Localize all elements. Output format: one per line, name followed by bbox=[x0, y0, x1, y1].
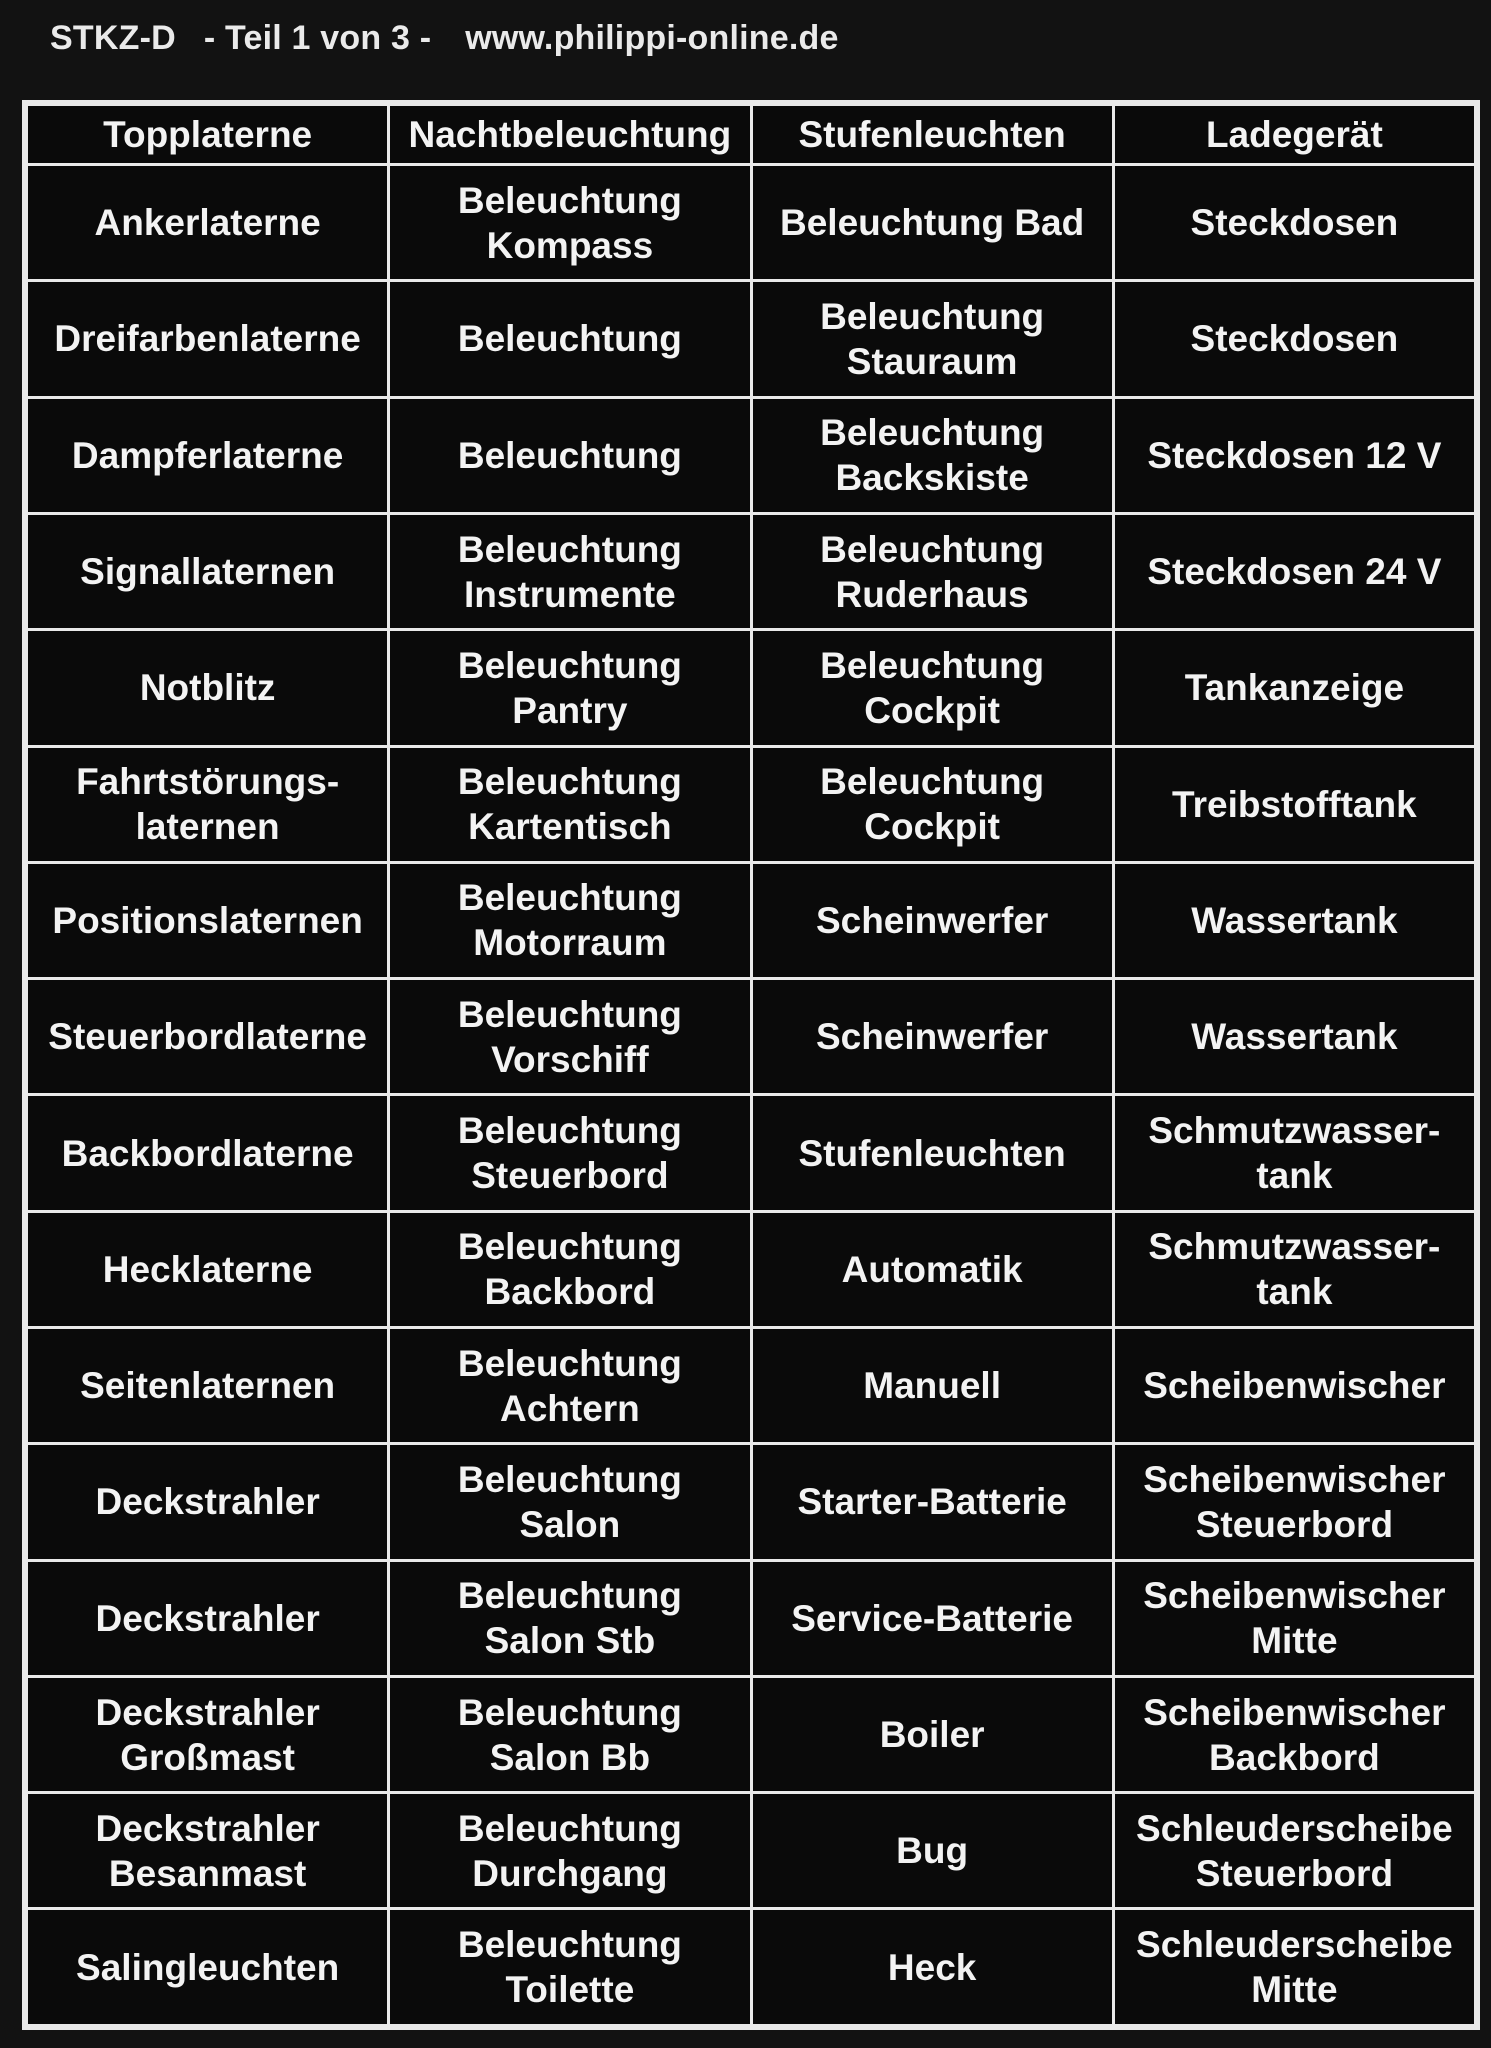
label-row bbox=[27, 1676, 1476, 1792]
label-row bbox=[27, 1095, 1476, 1211]
label-cell: Bug bbox=[751, 1793, 1113, 1909]
label-cell: Scheibenwischer Steuerbord bbox=[1113, 1444, 1475, 1560]
product-code: STKZ-D bbox=[50, 18, 176, 57]
label-cell: Beleuchtung bbox=[389, 397, 751, 513]
label-cell: Topplaterne bbox=[27, 105, 389, 165]
label-cell: Stufenleuchten bbox=[751, 105, 1113, 165]
label-cell: Signallaternen bbox=[27, 513, 389, 629]
label-row bbox=[27, 630, 1476, 746]
label-row bbox=[27, 746, 1476, 862]
label-cell: Beleuchtung Cockpit bbox=[751, 630, 1113, 746]
label-cell: Positionslaternen bbox=[27, 862, 389, 978]
label-cell: Dampferlaterne bbox=[27, 397, 389, 513]
label-grid bbox=[22, 100, 1480, 2030]
label-cell: Beleuchtung Salon bbox=[389, 1444, 751, 1560]
label-cell: Manuell bbox=[751, 1328, 1113, 1444]
label-cell: Stufenleuchten bbox=[751, 1095, 1113, 1211]
label-row bbox=[27, 1909, 1476, 2026]
label-cell: Beleuchtung Salon Bb bbox=[389, 1676, 751, 1792]
label-cell: Beleuchtung Motorraum bbox=[389, 862, 751, 978]
label-cell: Beleuchtung Achtern bbox=[389, 1328, 751, 1444]
label-table bbox=[25, 103, 1477, 2027]
label-cell: Scheinwerfer bbox=[751, 979, 1113, 1095]
label-row bbox=[27, 105, 1476, 165]
label-row bbox=[27, 165, 1476, 281]
label-cell: Schmutzwasser- tank bbox=[1113, 1211, 1475, 1327]
label-cell: Schleuderscheibe Mitte bbox=[1113, 1909, 1475, 2026]
label-cell: Beleuchtung Stauraum bbox=[751, 281, 1113, 397]
label-cell: Tankanzeige bbox=[1113, 630, 1475, 746]
label-cell: Steckdosen 24 V bbox=[1113, 513, 1475, 629]
label-cell: Beleuchtung Cockpit bbox=[751, 746, 1113, 862]
label-cell: Deckstrahler bbox=[27, 1560, 389, 1676]
label-cell: Heck bbox=[751, 1909, 1113, 2026]
label-cell: Dreifarbenlaterne bbox=[27, 281, 389, 397]
label-cell: Schleuderscheibe Steuerbord bbox=[1113, 1793, 1475, 1909]
label-row bbox=[27, 979, 1476, 1095]
label-cell: Beleuchtung Salon Stb bbox=[389, 1560, 751, 1676]
part-indicator: - Teil 1 von 3 - bbox=[203, 18, 432, 57]
label-cell: Deckstrahler Großmast bbox=[27, 1676, 389, 1792]
label-row bbox=[27, 281, 1476, 397]
label-cell: Beleuchtung Kompass bbox=[389, 165, 751, 281]
sheet-header bbox=[50, 8, 839, 68]
label-cell: Beleuchtung Toilette bbox=[389, 1909, 751, 2026]
label-cell: Notblitz bbox=[27, 630, 389, 746]
label-row bbox=[27, 1793, 1476, 1909]
label-cell: Steckdosen 12 V bbox=[1113, 397, 1475, 513]
label-cell: Beleuchtung Steuerbord bbox=[389, 1095, 751, 1211]
website-url: www.philippi-online.de bbox=[465, 18, 839, 57]
label-table-body bbox=[27, 105, 1476, 2026]
label-cell: Deckstrahler bbox=[27, 1444, 389, 1560]
label-cell: Ankerlaterne bbox=[27, 165, 389, 281]
label-cell: Beleuchtung Pantry bbox=[389, 630, 751, 746]
label-cell: Backbordlaterne bbox=[27, 1095, 389, 1211]
label-cell: Scheinwerfer bbox=[751, 862, 1113, 978]
label-cell: Beleuchtung Backbord bbox=[389, 1211, 751, 1327]
label-cell: Treibstofftank bbox=[1113, 746, 1475, 862]
label-cell: Scheibenwischer Mitte bbox=[1113, 1560, 1475, 1676]
label-cell: Steckdosen bbox=[1113, 281, 1475, 397]
label-cell: Ladegerät bbox=[1113, 105, 1475, 165]
label-cell: Schmutzwasser- tank bbox=[1113, 1095, 1475, 1211]
label-cell: Wassertank bbox=[1113, 979, 1475, 1095]
label-cell: Hecklaterne bbox=[27, 1211, 389, 1327]
label-cell: Wassertank bbox=[1113, 862, 1475, 978]
label-cell: Seitenlaternen bbox=[27, 1328, 389, 1444]
label-cell: Scheibenwischer bbox=[1113, 1328, 1475, 1444]
label-cell: Beleuchtung Instrumente bbox=[389, 513, 751, 629]
label-row bbox=[27, 513, 1476, 629]
label-cell: Steckdosen bbox=[1113, 165, 1475, 281]
label-cell: Beleuchtung Backskiste bbox=[751, 397, 1113, 513]
label-row bbox=[27, 1444, 1476, 1560]
label-cell: Beleuchtung Vorschiff bbox=[389, 979, 751, 1095]
label-cell: Beleuchtung Ruderhaus bbox=[751, 513, 1113, 629]
label-cell: Nachtbeleuchtung bbox=[389, 105, 751, 165]
label-cell: Scheibenwischer Backbord bbox=[1113, 1676, 1475, 1792]
label-cell: Beleuchtung Bad bbox=[751, 165, 1113, 281]
label-cell: Starter-Batterie bbox=[751, 1444, 1113, 1560]
label-cell: Salingleuchten bbox=[27, 1909, 389, 2026]
label-cell: Boiler bbox=[751, 1676, 1113, 1792]
label-cell: Beleuchtung Durchgang bbox=[389, 1793, 751, 1909]
label-cell: Beleuchtung Kartentisch bbox=[389, 746, 751, 862]
label-cell: Fahrtstörungs- laternen bbox=[27, 746, 389, 862]
label-row bbox=[27, 397, 1476, 513]
label-row bbox=[27, 1560, 1476, 1676]
label-cell: Beleuchtung bbox=[389, 281, 751, 397]
label-row bbox=[27, 862, 1476, 978]
label-cell: Service-Batterie bbox=[751, 1560, 1113, 1676]
label-cell: Automatik bbox=[751, 1211, 1113, 1327]
label-row bbox=[27, 1211, 1476, 1327]
label-row bbox=[27, 1328, 1476, 1444]
label-cell: Deckstrahler Besanmast bbox=[27, 1793, 389, 1909]
label-cell: Steuerbordlaterne bbox=[27, 979, 389, 1095]
